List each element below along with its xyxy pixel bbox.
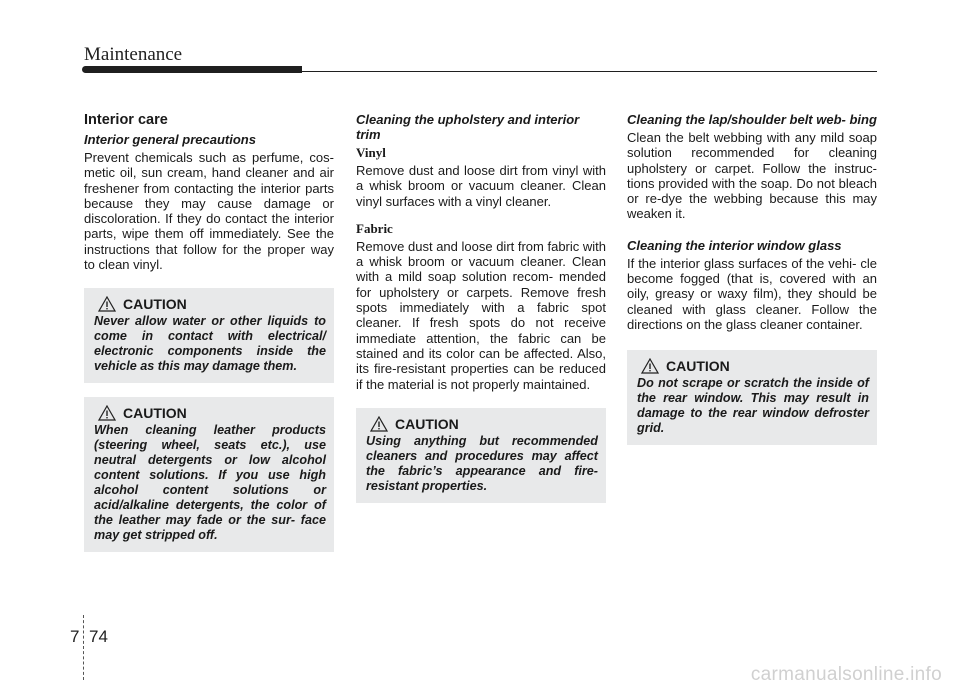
glass-paragraph: If the interior glass surfaces of the vehi- cle become fogged (that is, covered with an oily, greasy or waxy film), they should be cleaned with glass cleaner. Follow the directions on the glass cleaner container.: [627, 255, 877, 332]
vinyl-paragraph: Remove dust and loose dirt from vinyl with a whisk broom or vacuum cleaner. Clean vinyl surfaces with a vinyl cleaner.: [356, 163, 606, 209]
section-number: 7: [70, 627, 80, 646]
warning-triangle-icon: [641, 358, 659, 374]
section-heading: Cleaning the upholstery and interior trim: [356, 112, 580, 142]
subsection-heading: Interior general precautions: [84, 132, 256, 147]
caution-text: When cleaning leather products (steering wheel, seats etc.), use neutral detergents or low alcohol content solutions. If you use high alcohol content solutions or acid/alkaline detergents, the color of the leather may fade or the sur- face may get stripped off.: [94, 423, 326, 543]
header-rule-thick: [82, 66, 302, 73]
section-heading: Interior care: [84, 112, 168, 128]
caution-text: Never allow water or other liquids to come in contact with electrical/ electronic components inside the vehicle as this may damage them.: [94, 314, 326, 374]
column-3: [627, 110, 877, 445]
footer-divider: [83, 615, 84, 680]
watermark: carmanualsonline.info: [750, 664, 942, 685]
caution-box: [356, 408, 606, 503]
body-paragraph: Prevent chemicals such as perfume, cos- metic oil, sun cream, hand cleaner and air freshener from contacting the interior parts because they may cause damage or discoloration. If they do contact the interior parts, wipe them off immediately. See the instructions that follow for the proper way to clean vinyl.: [84, 150, 334, 273]
header-title: Maintenance: [84, 44, 183, 65]
caution-text: Do not scrape or scratch the inside of the rear window. This may result in damage to the rear window defroster grid.: [637, 376, 869, 436]
caution-box: [84, 397, 334, 552]
column-2: [356, 110, 606, 503]
column-1: [84, 110, 334, 552]
header-rule-thin: [300, 71, 877, 72]
caution-box: [84, 288, 334, 383]
warning-triangle-icon: [98, 296, 116, 312]
caution-label: CAUTION: [123, 405, 187, 422]
belt-heading: Cleaning the lap/shoulder belt web- bing: [627, 112, 877, 127]
vinyl-heading: Vinyl: [356, 145, 386, 160]
belt-paragraph: Clean the belt webbing with any mild soap solution recommended for cleaning upholstery or carpet. Follow the instruc- tions provided with the soap. Do not bleach or re-dye the webbing because this may weaken it.: [627, 130, 877, 222]
glass-heading: Cleaning the interior window glass: [627, 237, 842, 253]
caution-text: Using anything but recommended cleaners and procedures may affect the fabric’s appearance and fire- resistant properties.: [366, 433, 598, 493]
page-number: 74: [89, 627, 108, 646]
caution-label: CAUTION: [395, 415, 459, 432]
warning-triangle-icon: [98, 405, 116, 421]
caution-box: [627, 350, 877, 445]
caution-label: CAUTION: [123, 296, 187, 313]
fabric-paragraph: Remove dust and loose dirt from fabric with a whisk broom or vacuum cleaner. Clean with a mild soap solution recom- mended for upholstery or carpets. Remove fresh spots immediately with a fabric spot cleaner. If fresh spots do not receive immediate attention, the fabric can be stained and its color can be affected. Also, its fire-resistant properties can be reduced if the material is not properly maintained.: [356, 238, 606, 392]
fabric-heading: Fabric: [356, 220, 393, 236]
caution-label: CAUTION: [666, 358, 730, 375]
warning-triangle-icon: [370, 416, 388, 432]
